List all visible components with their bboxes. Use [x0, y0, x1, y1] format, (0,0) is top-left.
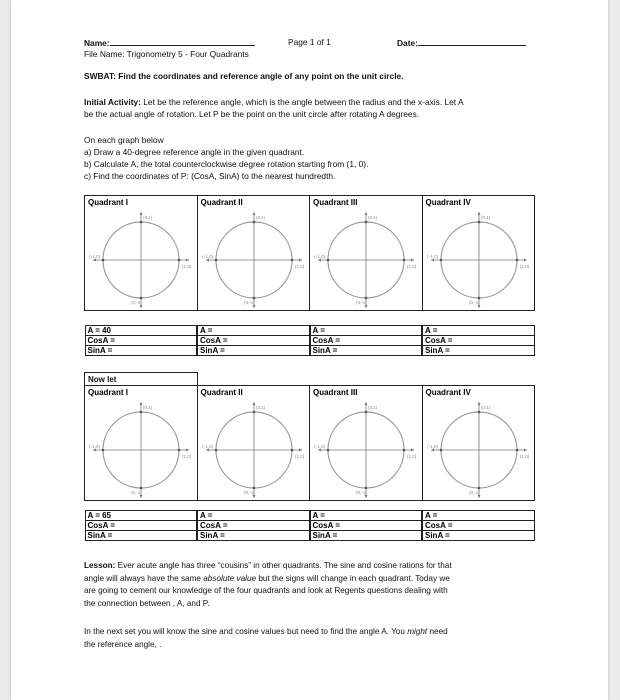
unit-circle-point	[102, 449, 105, 452]
graph-cell-q1	[85, 386, 198, 501]
sin-field[interactable]: SinA =	[198, 346, 310, 356]
y-axis-arrow	[252, 305, 255, 308]
unit-circle-graph	[198, 206, 310, 310]
unit-circle-point	[102, 259, 105, 262]
answer-box[interactable]	[422, 325, 535, 356]
lesson-text: but the signs will change in each quadrant. Today we	[256, 573, 450, 583]
initial-activity-text: Let be the reference angle, which is the angle between the radius and the x-axis. Let A	[140, 97, 464, 107]
unit-circle-graph	[310, 396, 422, 500]
label-top: (0,1)	[255, 405, 265, 410]
label-left: (-1,0)	[314, 444, 325, 449]
label-top: (0,1)	[480, 215, 490, 220]
unit-circle-point	[439, 449, 442, 452]
lesson-text: are going to cement our knowledge of the four quadrants and look at Regents questions dealing with	[84, 586, 448, 595]
instruction-a: a) Draw a 40-degree reference angle in the given quadrant.	[84, 147, 305, 157]
unit-circle-point	[365, 411, 368, 414]
unit-circle-point	[365, 221, 368, 224]
graph-cell-q3	[310, 386, 423, 501]
label-left: (-1,0)	[426, 254, 438, 259]
angle-a-field[interactable]: A =	[423, 326, 535, 336]
lesson-text: the connection between , A, and P.	[84, 598, 210, 608]
unit-circle-graph	[310, 206, 422, 310]
next-set-emphasis: might	[407, 627, 428, 636]
unit-circle-point	[178, 259, 181, 262]
graph-cell-q1	[85, 196, 198, 311]
next-set-paragraph	[84, 626, 544, 651]
unit-circle-point	[515, 259, 518, 262]
next-set-text: need	[427, 627, 448, 636]
page-number: Page 1 of 1	[288, 37, 331, 47]
next-set-text: In the next set you will know the sine and cosine values but need to find the angle A. You	[84, 627, 408, 636]
sin-field[interactable]: SinA =	[310, 531, 422, 541]
angle-a-field[interactable]: A = 40	[85, 326, 197, 336]
label-left: (-1,0)	[426, 444, 438, 449]
sin-field[interactable]: SinA =	[423, 531, 535, 541]
label-bottom: (0,-1)	[243, 490, 255, 495]
cos-field[interactable]: CosA =	[310, 336, 422, 346]
unit-circle-point	[252, 221, 255, 224]
initial-activity-line2: be the actual angle of rotation. Let P be the point on the unit circle after rotating A degrees.	[84, 109, 420, 119]
y-axis-arrow	[252, 495, 255, 498]
swbat: SWBAT: Find the coordinates and reference angle of any point on the unit circle.	[84, 71, 404, 81]
label-bottom: (0,-1)	[356, 300, 367, 305]
label-top: (0,1)	[368, 405, 378, 410]
answer-box[interactable]	[85, 510, 198, 541]
label-bottom: (0,-1)	[243, 300, 255, 305]
name-field	[84, 37, 255, 48]
angle-a-field[interactable]: A = 65	[85, 511, 197, 521]
label-right: (1,0)	[294, 454, 304, 459]
cos-field[interactable]: CosA =	[310, 521, 422, 531]
initial-activity-line1	[84, 97, 464, 107]
x-axis-arrow	[299, 259, 302, 262]
cos-field[interactable]: CosA =	[423, 521, 535, 531]
answer-box[interactable]	[85, 325, 198, 356]
unit-circle-group	[427, 402, 530, 498]
lesson-text: angle will always have the same	[84, 573, 204, 583]
unit-circle-point	[477, 297, 480, 300]
angle-a-field[interactable]: A =	[198, 326, 310, 336]
y-axis-arrow	[140, 495, 143, 498]
unit-circle-point	[140, 411, 143, 414]
label-left: (-1,0)	[201, 254, 213, 259]
unit-circle-graph	[198, 396, 310, 500]
quadrant-table-1	[84, 195, 535, 356]
cos-field[interactable]: CosA =	[198, 336, 310, 346]
unit-circle-group	[202, 212, 305, 308]
quadrant-title: Quadrant IV	[425, 198, 471, 207]
unit-circle-point	[439, 259, 442, 262]
label-left: (-1,0)	[314, 254, 325, 259]
unit-circle-group	[314, 212, 417, 308]
unit-circle-point	[140, 487, 143, 490]
label-top: (0,1)	[143, 405, 153, 410]
unit-circle-point	[365, 297, 368, 300]
sin-field[interactable]: SinA =	[85, 531, 197, 541]
label-right: (1,0)	[519, 264, 529, 269]
label-bottom: (0,-1)	[131, 490, 142, 495]
label-right: (1,0)	[294, 264, 304, 269]
sin-field[interactable]: SinA =	[198, 531, 310, 541]
instruction-c: c) Find the coordinates of P: (CosA, SinA) to the nearest hundredth.	[84, 171, 336, 181]
label-left: (-1,0)	[201, 444, 213, 449]
initial-activity-label: Initial Activity:	[84, 97, 141, 107]
cos-field[interactable]: CosA =	[85, 336, 197, 346]
angle-a-field[interactable]: A =	[310, 326, 422, 336]
label-bottom: (0,-1)	[468, 300, 480, 305]
answer-box[interactable]	[310, 510, 423, 541]
unit-circle-graph	[423, 206, 535, 310]
label-left: (-1,0)	[89, 444, 100, 449]
sin-field[interactable]: SinA =	[85, 346, 197, 356]
date-line	[418, 37, 526, 46]
unit-circle-point	[214, 449, 217, 452]
cos-field[interactable]: CosA =	[198, 521, 310, 531]
unit-circle-point	[403, 449, 406, 452]
label-right: (1,0)	[182, 454, 192, 459]
date-field	[397, 37, 526, 48]
next-set-text: the reference angle, .	[84, 639, 162, 649]
unit-circle-point	[214, 259, 217, 262]
label-top: (0,1)	[368, 215, 378, 220]
sin-field[interactable]: SinA =	[310, 346, 422, 356]
y-axis-arrow	[365, 495, 368, 498]
unit-circle-point	[140, 221, 143, 224]
name-line	[110, 37, 255, 46]
lesson-paragraph	[84, 560, 544, 610]
label-bottom: (0,-1)	[131, 300, 142, 305]
quadrant-title: Quadrant I	[88, 198, 129, 207]
label-right: (1,0)	[182, 264, 192, 269]
quadrant-title: Quadrant III	[313, 198, 358, 207]
unit-circle-point	[140, 297, 143, 300]
unit-circle-point	[327, 449, 330, 452]
label-top: (0,1)	[480, 405, 490, 410]
label-top: (0,1)	[143, 215, 153, 220]
answer-box[interactable]	[197, 510, 310, 541]
label-bottom: (0,-1)	[356, 490, 367, 495]
x-axis-arrow	[411, 449, 414, 452]
angle-a-field[interactable]: A =	[423, 511, 535, 521]
cos-field[interactable]: CosA =	[85, 521, 197, 531]
unit-circle-graph	[85, 396, 197, 500]
label-top: (0,1)	[255, 215, 265, 220]
unit-circle-point	[290, 449, 293, 452]
graph-cell-q3	[310, 196, 423, 311]
x-axis-arrow	[524, 449, 527, 452]
name-label: Name:	[84, 38, 110, 48]
cos-field[interactable]: CosA =	[423, 336, 535, 346]
graph-cell-q2	[197, 196, 310, 311]
unit-circle-point	[252, 297, 255, 300]
quadrant-table-2	[84, 385, 535, 541]
unit-circle-graph	[423, 396, 535, 500]
unit-circle-group	[314, 402, 417, 498]
x-axis-arrow	[411, 259, 414, 262]
graph-cell-q4	[422, 196, 535, 311]
sin-field[interactable]: SinA =	[423, 346, 535, 356]
angle-a-field[interactable]: A =	[198, 511, 310, 521]
y-axis-arrow	[365, 305, 368, 308]
unit-circle-group	[202, 402, 305, 498]
unit-circle-point	[290, 259, 293, 262]
label-bottom: (0,-1)	[468, 490, 480, 495]
unit-circle-point	[327, 259, 330, 262]
unit-circle-point	[252, 487, 255, 490]
lesson-text: Ever acute angle has three “cousins” in other quadrants. The sine and cosine rations for that	[115, 561, 452, 570]
graph-cell-q2	[197, 386, 310, 501]
quadrant-title: Quadrant III	[313, 388, 358, 397]
unit-circle-point	[477, 411, 480, 414]
x-axis-arrow	[186, 449, 189, 452]
now-let-label: Now let	[88, 375, 117, 384]
quadrant-title: Quadrant II	[200, 388, 243, 397]
now-let-box	[84, 372, 198, 385]
x-axis-arrow	[299, 449, 302, 452]
lesson-label: Lesson:	[84, 561, 116, 570]
y-axis-arrow	[477, 495, 480, 498]
x-axis-arrow	[186, 259, 189, 262]
graph-cell-q4	[422, 386, 535, 501]
date-label: Date:	[397, 38, 418, 48]
unit-circle-group	[89, 402, 192, 498]
unit-circle-point	[365, 487, 368, 490]
label-left: (-1,0)	[89, 254, 100, 259]
unit-circle-point	[477, 487, 480, 490]
answer-box[interactable]	[197, 325, 310, 356]
unit-circle-point	[515, 449, 518, 452]
angle-a-field[interactable]: A =	[310, 511, 422, 521]
instruction-intro: On each graph below	[84, 135, 164, 145]
unit-circle-point	[403, 259, 406, 262]
quadrant-title: Quadrant IV	[425, 388, 471, 397]
y-axis-arrow	[140, 305, 143, 308]
instruction-b: b) Calculate A, the total counterclockwise degree rotation starting from (1, 0).	[84, 159, 369, 169]
lesson-emphasis: absolute value	[203, 573, 257, 583]
unit-circle-point	[178, 449, 181, 452]
answer-box[interactable]	[422, 510, 535, 541]
quadrant-title: Quadrant II	[200, 198, 243, 207]
unit-circle-point	[252, 411, 255, 414]
label-right: (1,0)	[407, 454, 417, 459]
y-axis-arrow	[477, 305, 480, 308]
quadrant-title: Quadrant I	[88, 388, 129, 397]
x-axis-arrow	[524, 259, 527, 262]
unit-circle-group	[89, 212, 192, 308]
label-right: (1,0)	[407, 264, 417, 269]
unit-circle-group	[427, 212, 530, 308]
unit-circle-point	[477, 221, 480, 224]
unit-circle-graph	[85, 206, 197, 310]
answer-box[interactable]	[310, 325, 423, 356]
label-right: (1,0)	[519, 454, 529, 459]
file-name: File Name: Trigonometry 5 - Four Quadrants	[84, 49, 249, 59]
